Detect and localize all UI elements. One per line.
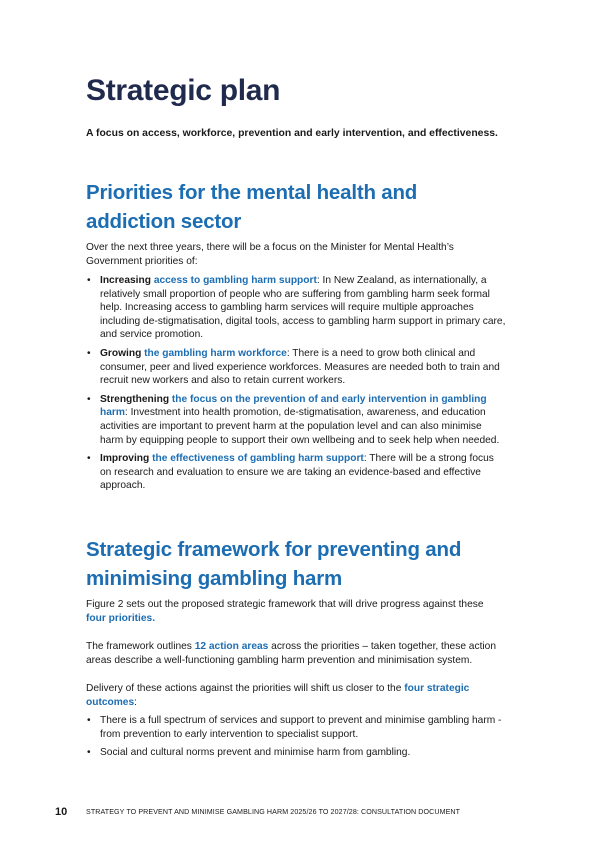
page-number: 10 — [55, 806, 68, 818]
list-item: • Growing the gambling harm workforce: There is a need to grow both clinical and consumer, peer and lived experience workforces. Measures are needed both to train and recruit new workers and also to retain current workers. — [86, 347, 506, 388]
priority-link-access: access to gambling harm support — [153, 275, 317, 286]
priority-link-effectiveness: the effectiveness of gambling harm support — [152, 453, 364, 465]
footer-title: STRATEGY TO PREVENT AND MINIMISE GAMBLING HARM 2025/26 TO 2027/28: CONSULTATION DOCUMENT — [86, 808, 461, 816]
list-item: • There is a full spectrum of services and support to prevent and minimise gambling harm - from prevention to early intervention to specialist support. — [86, 714, 506, 741]
priority-link-workforce: the gambling harm workforce — [144, 347, 287, 359]
list-item: • Social and cultural norms prevent and minimise harm from gambling. — [86, 746, 506, 760]
section-heading-framework: Strategic framework for preventing and minimising gambling harm — [86, 538, 462, 590]
list-item: • Improving the effectiveness of gambling harm support: There will be a strong focus on research and evaluation to ensure we are taking an evidence-based and effective approach. — [86, 452, 506, 493]
priorities-list — [86, 274, 506, 493]
list-item: • Increasing access to gambling harm support: In New Zealand, as internationally, a relatively small proportion of people who are suffering from gambling harm seek formal help. Increasing access to gambling harm services will require multiple approaches including de-stigmatisation, digital tools, access to gambling harm support in primary care, and service promotion. — [86, 274, 506, 342]
priorities-intro: Over the next three years, there will be a focus on the Minister for Mental Health’s Government priorities of: — [86, 242, 454, 267]
section-heading-priorities: Priorities for the mental health and addiction sector — [86, 181, 418, 233]
framework-paragraph-2: The framework outlines 12 action areas across the priorities – taken together, these action areas describe a well-functioning gambling harm prevention and minimisation system. — [86, 641, 496, 666]
framework-paragraph-3: Delivery of these actions against the priorities will shift us closer to the four strategic outcomes: — [86, 683, 470, 708]
page-title: Strategic plan — [86, 74, 281, 107]
list-item: • Strengthening the focus on the prevention of and early intervention in gambling harm: Investment into health promotion, de-stigmatisation, awareness, and education activities are important to prevent harm at the population level and can also minimise harm by equipping people to support their own wellbeing and to seek help when needed. — [86, 393, 506, 447]
priority-link-prevention: the focus on the prevention of and early intervention in gambling harm — [100, 393, 487, 419]
outcomes-list — [86, 714, 506, 760]
framework-paragraph-1: Figure 2 sets out the proposed strategic framework that will drive progress against these four priorities. — [86, 599, 484, 624]
lead-paragraph: A focus on access, workforce, prevention and early intervention, and effectiveness. — [86, 128, 498, 139]
